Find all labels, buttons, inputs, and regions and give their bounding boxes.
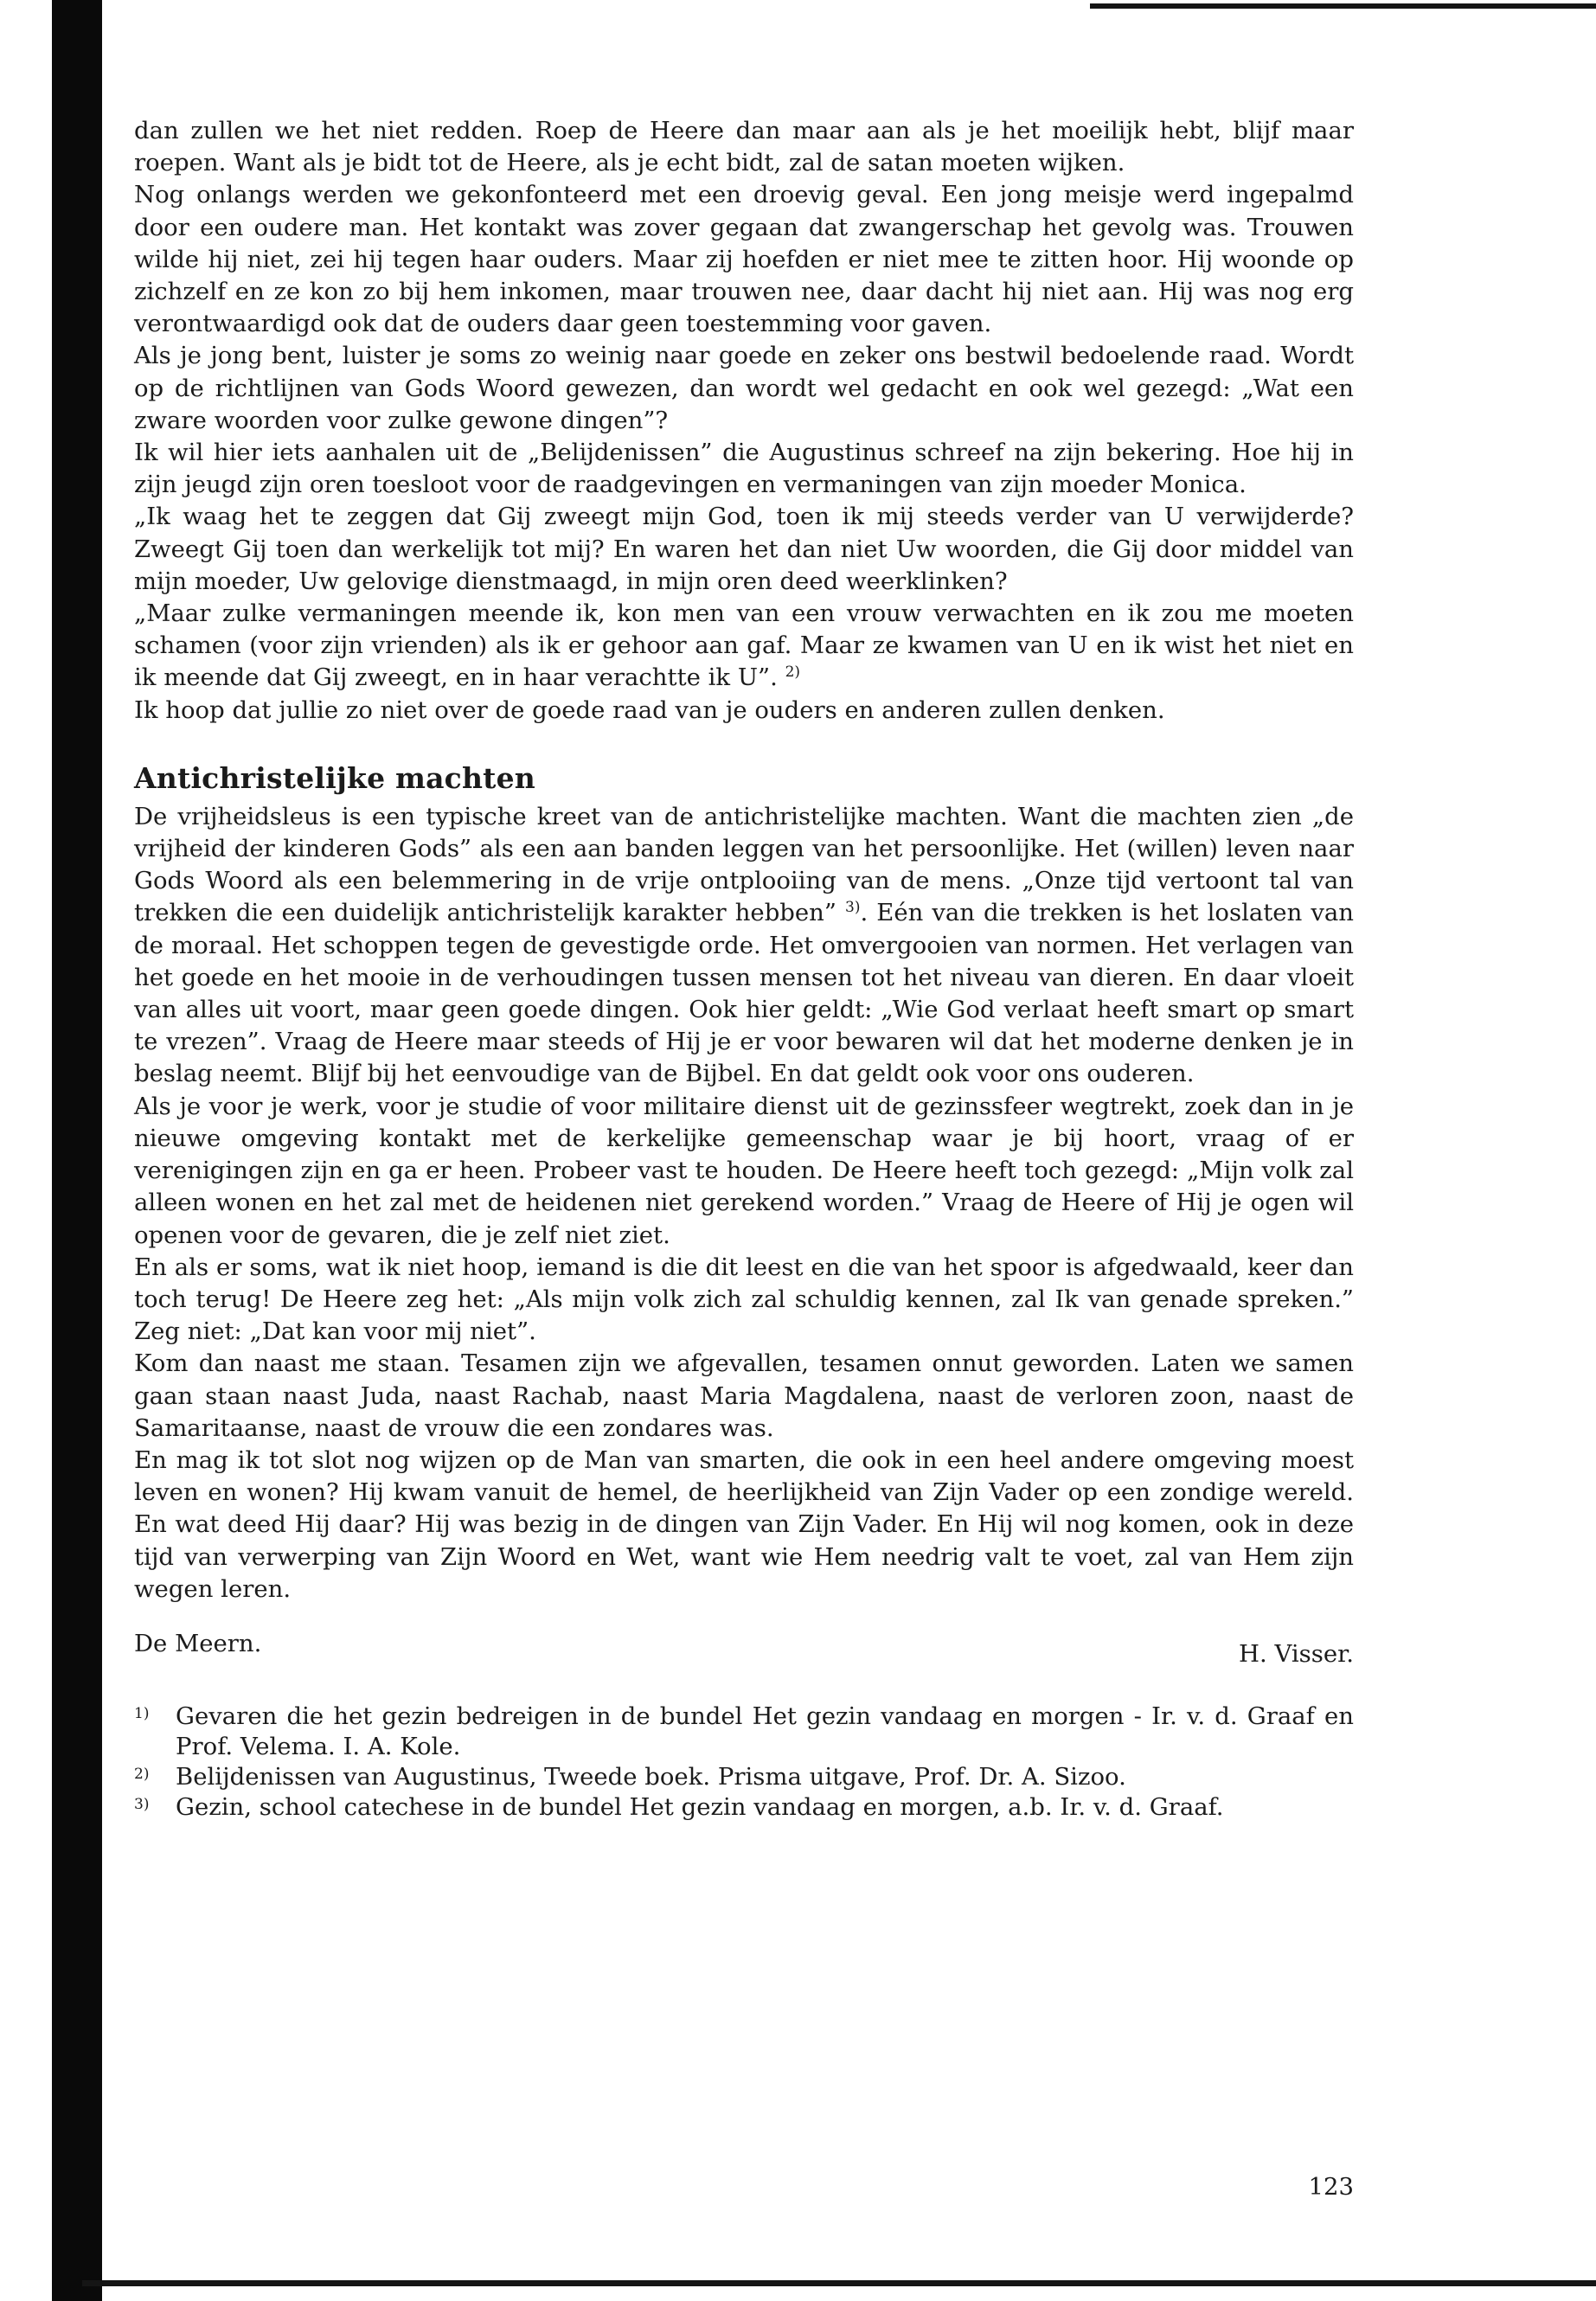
footnote-mark: 1) [134,1704,150,1722]
scan-top-rule [1090,3,1596,9]
body-paragraph: En mag ik tot slot nog wijzen op de Man van smarten, die ook in een heel andere omgeving moest leven en wonen? Hij kwam vanuit de hemel, de heerlijkheid van Zijn Vader op een zondige wereld. En wat deed Hij daar? Hij was bezig in de dingen van Zijn Vader. En Hij wil nog komen, ook in deze tijd van verwerping van Zijn Woord en Wet, want wie Hem needrig valt te voet, zal van Hem zijn wegen leren. [134,1445,1354,1603]
footnote [134,1762,1354,1792]
quotation-paragraph [134,598,1354,695]
body-paragraph [134,801,1354,1091]
footnote-text: Belijdenissen van Augustinus, Tweede boek. Prisma uitgave, Prof. Dr. A. Sizoo. [176,1762,1126,1791]
signature-author: H. Visser. [1238,1639,1354,1668]
signature-place: De Meern. [134,1629,262,1657]
body-paragraph: Als je voor je werk, voor je studie of voor militaire dienst uit de gezinssfeer wegtrekt, zoek dan in je nieuwe omgeving kontakt met de kerkelijke gemeenschap waar je bij hoort, vraag of er verenigingen zijn en ga er heen. Probeer vast te houden. De Heere heeft toch gezegd: „Mijn volk zal alleen wonen en het zal met de heidenen niet gerekend worden.” Vraag de Heere of Hij je ogen wil openen voor de gevaren, die je zelf niet ziet. [134,1092,1354,1249]
footnote-text: Gezin, school catechese in de bundel Het gezin vandaag en morgen, a.b. Ir. v. d. Graaf. [176,1792,1224,1821]
closing-paragraph: Ik hoop dat jullie zo niet over de goede raad van je ouders en anderen zullen denken. [134,695,1165,724]
scan-left-border [52,0,102,2301]
body-paragraph: Ik wil hier iets aanhalen uit de „Belijdenissen” die Augustinus schreef na zijn bekering. Hoe hij in zijn jeugd zijn oren toesloot voor de raadgevingen en vermaningen van zijn moeder Monica. [134,439,1354,499]
footnote [134,1702,1354,1762]
footnotes [134,1702,1354,1823]
body-paragraph: En als er soms, wat ik niet hoop, iemand is die dit leest en die van het spoor is afgedwaald, keer dan toch terug! De Heere zeg het: „Als mijn volk zich zal schuldig kennen, zal Ik van genade spreken.” Zeg niet: „Dat kan voor mij niet”. [134,1253,1354,1346]
signature-line [134,1628,1354,1670]
body-paragraph: dan zullen we het niet redden. Roep de Heere dan maar aan als je het moeilijk hebt, blijf maar roepen. Want als je bidt tot de Heere, als je echt bidt, zal de satan moeten wijken. [134,117,1354,177]
section-heading: Antichristelijke machten [134,760,535,795]
body-paragraph: Nog onlangs werden we gekonfonteerd met een droevig geval. Een jong meisje werd ingepalmd door een oudere man. Het kontakt was zover gegaan dat zwangerschap het gevolg was. Trouwen wilde hij niet, zei hij tegen haar ouders. Maar zij hoefden er niet mee te zitten hoor. Hij woonde op zichzelf en ze kon zo bij hem inkomen, maar trouwen nee, daar dacht hij niet aan. Hij was nog erg verontwaardigd ook dat de ouders daar geen toestemming voor gaven. [134,181,1354,338]
paragraph-text: . Eén van die trekken is het loslaten van de moraal. Het schoppen tegen de gevestigde orde. Het omvergooien van normen. Het verlagen van het goede en het mooie in de verhoudingen tussen mensen tot het niveau van dieren. En daar vloeit van alles uit voort, maar geen goede dingen. Ook hier geldt: „Wie God verlaat heeft smart op smart te vrezen”. Vraag de Heere maar steeds of Hij je er voor bewaren wil dat het moderne denken je in beslag neemt. Blijf bij het eenvoudige van de Bijbel. En dat geldt ook voor ons ouderen. [134,899,1354,1088]
quotation-text: „Maar zulke vermaningen meende ik, kon men van een vrouw verwachten en ik zou me moeten schamen (voor zijn vrienden) als ik er gehoor aan gaf. Maar ze kwamen van U en ik wist het niet en ik meende dat Gij zweegt, en in haar verachtte ik U”. [134,599,1354,692]
paragraph-text: De vrijheidsleus is een typische kreet van de antichristelijke machten. Want die machten zien „de vrijheid der kinderen Gods” als een aan banden leggen van het persoonlijke. Het (willen) leven naar Gods Woord als een belemmering in de vrije ontplooiing van de mens. „Onze tijd vertoont tal van trekken die een duidelijk antichristelijk karakter hebben” [134,802,1354,927]
footnote [134,1792,1354,1823]
scan-bottom-rule [82,2280,1596,2286]
page-number: 123 [1308,2173,1354,2201]
quotation-paragraph: „Ik waag het te zeggen dat Gij zweegt mijn God, toen ik mij steeds verder van U verwijderde? Zweegt Gij toen dan werkelijk tot mij? En waren het dan niet Uw woorden, die Gij door middel van mijn moeder, Uw gelovige dienstmaagd, in mijn oren deed weerklinken? [134,503,1354,595]
footnote-reference: 2) [785,663,801,682]
footnote-mark: 3) [134,1795,150,1813]
body-paragraph: Kom dan naast me staan. Tesamen zijn we afgevallen, tesamen onnut geworden. Laten we samen gaan staan naast Juda, naast Rachab, naast Maria Magdalena, naast de verloren zoon, naast de Samaritaanse, naast de vrouw die een zondares was. [134,1349,1354,1442]
body-paragraph: Als je jong bent, luister je soms zo weinig naar goede en zeker ons bestwil bedoelende raad. Wordt op de richtlijnen van Gods Woord gewezen, dan wordt wel gedacht en ook wel gezegd: „Wat een zware woorden voor zulke gewone dingen”? [134,342,1354,434]
footnote-text: Gevaren die het gezin bedreigen in de bundel Het gezin vandaag en morgen - Ir. v. d. Graaf en Prof. Velema. I. A. Kole. [176,1702,1354,1760]
footnote-mark: 2) [134,1765,150,1783]
footnote-reference: 3) [845,899,861,917]
page-body [134,115,1354,2201]
